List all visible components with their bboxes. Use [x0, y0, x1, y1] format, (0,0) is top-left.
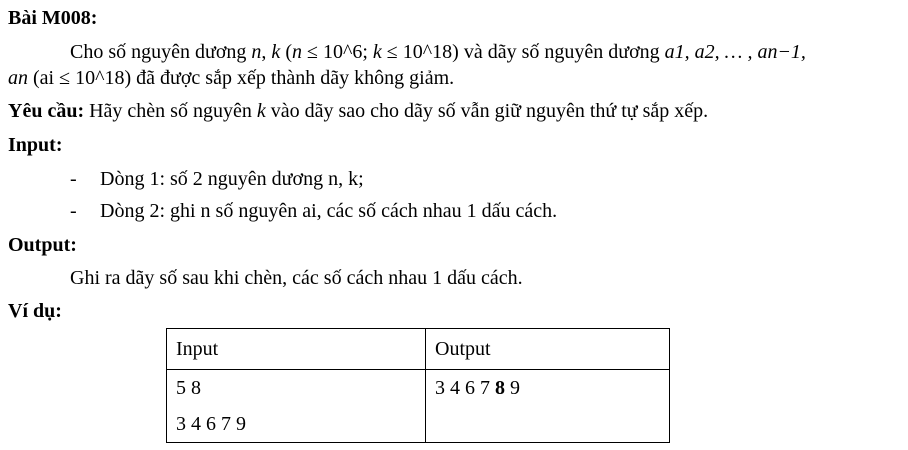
example-label: Ví dụ: — [8, 300, 62, 322]
input-line-1: - Dòng 1: số 2 nguyên dương n, k; — [70, 168, 364, 190]
requirement: Yêu cầu: Hãy chèn số nguyên k vào dãy sao cho dãy số vẫn giữ nguyên thứ tự sắp xếp. — [8, 100, 709, 122]
inserted-value: 8 — [495, 377, 505, 399]
example-header-input: Input — [167, 329, 426, 370]
example-data-row — [167, 370, 670, 443]
example-input-line-1: 5 8 — [176, 377, 201, 399]
example-header-row — [167, 329, 670, 370]
example-input-line-2: 3 4 6 7 9 — [176, 413, 246, 435]
example-input-cell — [167, 370, 426, 443]
input-line-2: - Dòng 2: ghi n số nguyên ai, các số cách nhau 1 dấu cách. — [70, 200, 558, 222]
example-table — [166, 328, 670, 443]
statement-line-1: Cho số nguyên dương n, k (n ≤ 10^6; k ≤ 10^18) và dãy số nguyên dương a1, a2, … , an−1, — [70, 41, 806, 63]
output-text: Ghi ra dãy số sau khi chèn, các số cách nhau 1 dấu cách. — [70, 267, 523, 289]
example-header-output: Output — [426, 329, 670, 370]
input-label: Input: — [8, 134, 63, 156]
problem-title: Bài M008: — [8, 7, 98, 29]
example-output-cell: 3 4 6 7 8 9 — [426, 370, 670, 443]
statement-line-2: an (ai ≤ 10^18) đã được sắp xếp thành dãy không giảm. — [8, 67, 455, 89]
output-label: Output: — [8, 234, 77, 256]
requirement-label: Yêu cầu: — [8, 100, 85, 122]
